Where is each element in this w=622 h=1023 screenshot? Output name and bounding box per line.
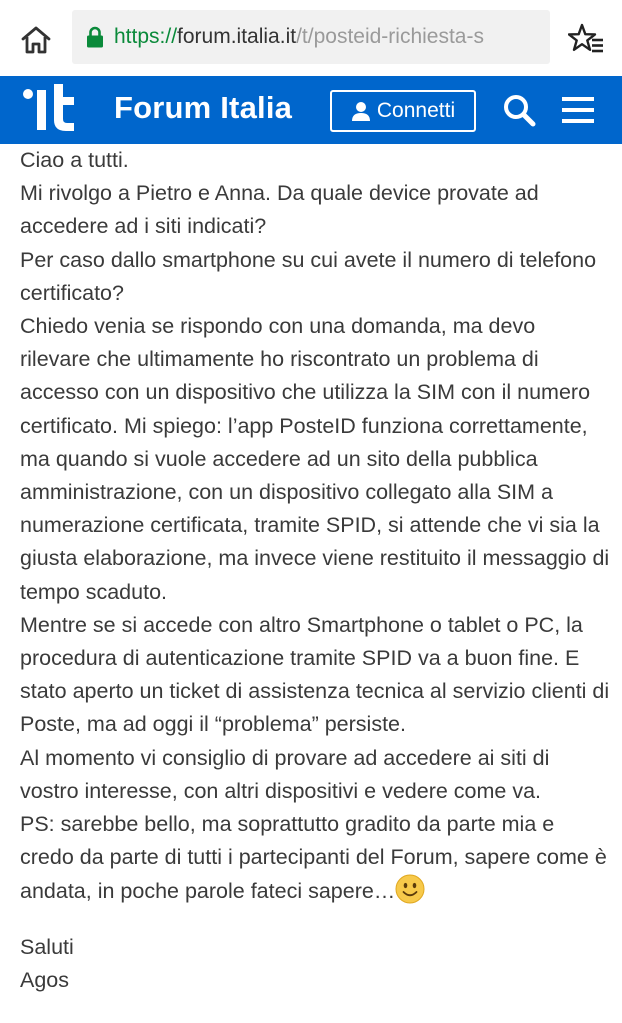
post-paragraph: Per caso dallo smartphone su cui avete il numero di telefono certificato? xyxy=(20,247,597,305)
post-body xyxy=(20,144,610,997)
browser-toolbar xyxy=(0,0,622,76)
star-list-icon[interactable] xyxy=(568,22,604,56)
search-icon[interactable] xyxy=(502,93,536,127)
post-greeting: Saluti xyxy=(20,934,74,959)
site-brand[interactable]: Forum Italia xyxy=(114,90,293,125)
post-paragraph-last xyxy=(20,808,610,909)
home-icon[interactable] xyxy=(18,22,54,58)
address-bar[interactable] xyxy=(72,10,550,64)
hamburger-menu-icon[interactable] xyxy=(562,96,594,124)
post-paragraph: Mentre se si accede con altro Smartphone o tablet o PC, la procedura di autenticazione tramite SPID va a buon fine. E stato aperto un ticket di assistenza tecnica al servizio clienti di Poste, ma ad oggi il “problema” persiste. xyxy=(20,612,610,737)
url-path: /t/posteid-richiesta-s xyxy=(296,25,484,48)
user-icon xyxy=(351,101,371,121)
post-paragraph: Mi rivolgo a Pietro e Anna. Da quale device provate ad accedere ad i siti indicati? xyxy=(20,181,539,239)
post-author-sign: Agos xyxy=(20,967,70,992)
lock-icon xyxy=(86,26,104,48)
site-header xyxy=(0,76,622,144)
connect-button-label: Connetti xyxy=(376,99,456,122)
url-host: forum.italia.it xyxy=(177,25,297,48)
post-paragraph: Chiedo venia se rispondo con una domanda, ma devo rilevare che ultimamente ho riscontrato un problema di accesso con un dispositivo che utilizza la SIM con il numero certificato. Mi spiego: l’app PosteID funziona correttamente, ma quando si vuole accedere ad un sito della pubblica amministrazione, con un dispositivo collegato alla SIM a numerazione certificata, tramite SPID, si attende che vi sia la giusta elaborazione, ma invece viene restituito il messaggio di tempo scaduto. xyxy=(20,314,610,604)
post-paragraph: Al momento vi consiglio di provare ad accedere ai siti di vostro interesse, con altri dispositivi e vedere come va. xyxy=(20,745,550,803)
url-text xyxy=(114,25,484,49)
italia-logo-icon[interactable] xyxy=(22,84,82,136)
url-scheme: https:// xyxy=(114,25,178,48)
smile-emoji-icon xyxy=(395,874,425,904)
post-paragraph: Ciao a tutti. xyxy=(20,148,129,172)
connect-button[interactable] xyxy=(330,90,476,132)
post-paragraph-text: PS: sarebbe bello, ma soprattutto gradito da parte mia e credo da parte di tutti i partecipanti del Forum, sapere come è andata, in poche parole fateci sapere… xyxy=(20,812,607,904)
